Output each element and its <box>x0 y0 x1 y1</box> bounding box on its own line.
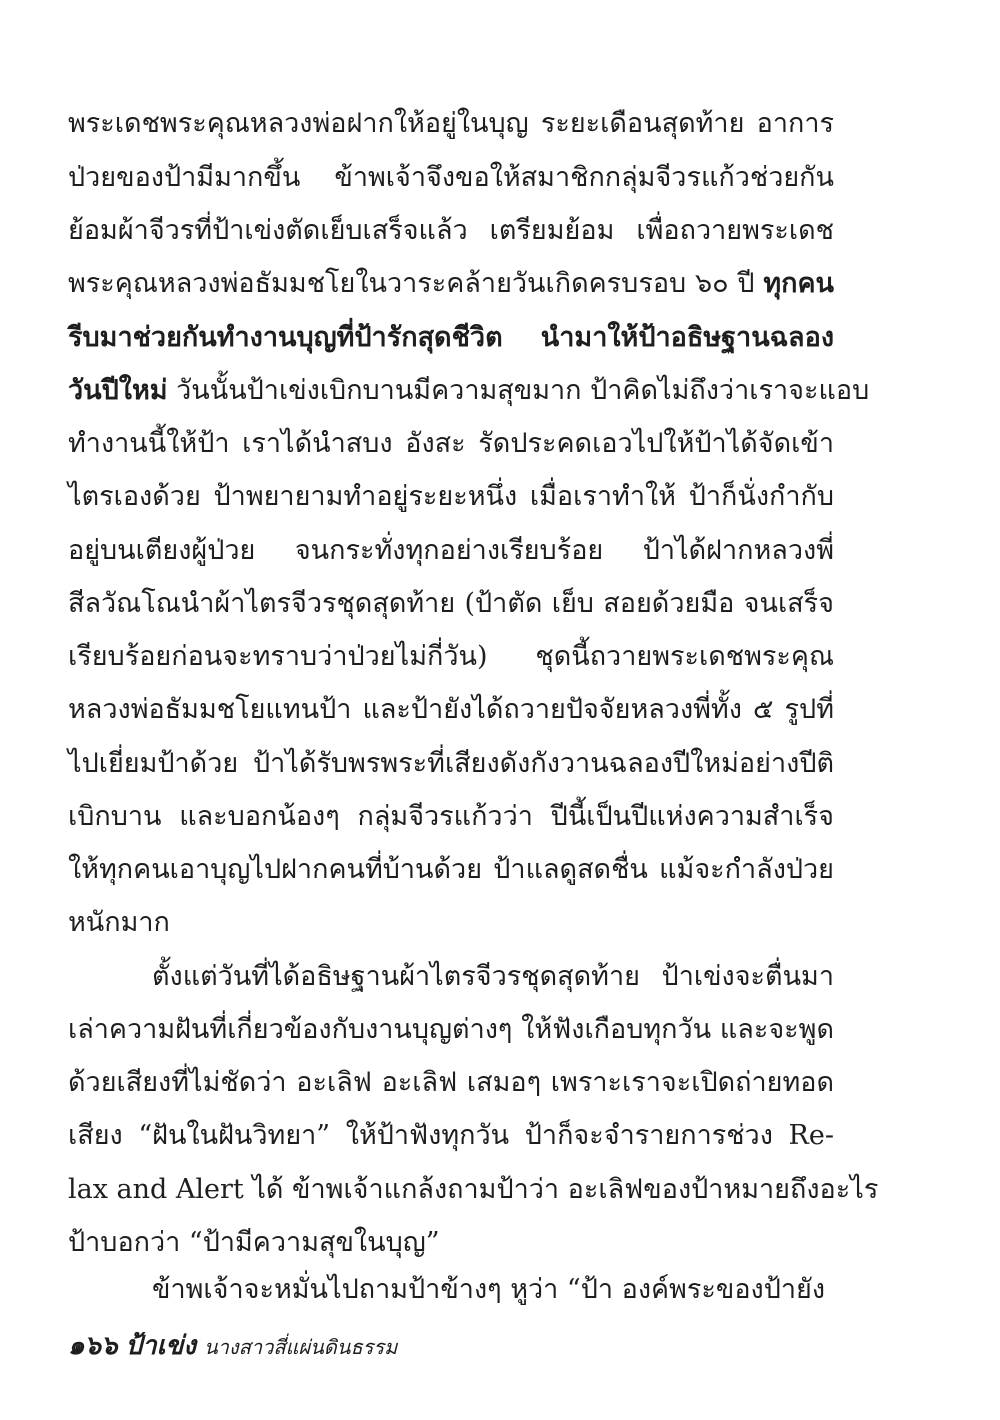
text-line-4-bold: ทุกคน <box>763 268 834 299</box>
text-line-1: พระเดชพระคุณหลวงพ่อฝากให้อยู่ในบุญ ระยะเดือนสุดท้าย อาการ <box>68 108 834 139</box>
text-line-6-bold: วันปีใหม่ <box>68 375 168 406</box>
text-line-7: ทำงานนี้ให้ป้า เราได้นำสบง อังสะ รัดประคดเอวไปให้ป้าได้จัดเข้า <box>68 428 834 459</box>
text-line-8: ไตรเองด้วย ป้าพยายามทำอยู่ระยะหนึ่ง เมื่อเราทำให้ ป้าก็นั่งกำกับ <box>68 481 834 512</box>
text-line-21: lax and Alert ได้ ข้าพเจ้าแกล้งถามป้าว่า อะเลิฟของป้าหมายถึงอะไร <box>68 1174 879 1205</box>
text-line-13: ไปเยี่ยมป้าด้วย ป้าได้รับพรพระที่เสียงดังกังวานฉลองปีใหม่อย่างปีติ <box>68 748 834 779</box>
text-line-23: ข้าพเจ้าจะหมั่นไปถามป้าข้างๆ หูว่า “ป้า องค์พระของป้ายัง <box>152 1274 826 1305</box>
text-line-9: อยู่บนเตียงผู้ป่วย จนกระทั่งทุกอย่างเรียบร้อย ป้าได้ฝากหลวงพี่ <box>68 535 834 566</box>
text-line-19: ด้วยเสียงที่ไม่ชัดว่า อะเลิฟ อะเลิฟ เสมอๆ เพราะเราจะเปิดถ่ายทอด <box>68 1067 834 1098</box>
text-line-4 <box>68 266 834 302</box>
text-line-10: สีลวัณโณนำผ้าไตรจีวรชุดสุดท้าย (ป้าตัด เย็บ สอยด้วยมือ จนเสร็จ <box>68 588 834 619</box>
text-line-12: หลวงพ่อธัมมชโยแทนป้า และป้ายังได้ถวายปัจจัยหลวงพี่ทั้ง ๕ รูปที่ <box>68 694 834 725</box>
book-title: ป้าเข่ง <box>125 1331 196 1361</box>
text-line-16: หนักมาก <box>68 907 170 938</box>
text-line-17: ตั้งแต่วันที่ได้อธิษฐานผ้าไตรจีวรชุดสุดท้าย ป้าเข่งจะตื่นมา <box>152 961 834 992</box>
text-line-5 <box>68 320 834 356</box>
text-line-4-regular: พระคุณหลวงพ่อธัมมชโยในวาระคล้ายวันเกิดครบรอบ ๖๐ ปี <box>68 268 764 299</box>
book-subtitle: นางสาวสี่แผ่นดินธรรม <box>203 1335 398 1359</box>
text-line-20: เสียง “ฝันในฝันวิทยา” ให้ป้าฟังทุกวัน ป้าก็จะจำรายการช่วง Re- <box>68 1120 834 1151</box>
page-number: ๑๖๖ <box>68 1331 118 1361</box>
text-line-15: ให้ทุกคนเอาบุญไปฝากคนที่บ้านด้วย ป้าแลดูสดชื่น แม้จะกำลังป่วย <box>68 854 834 885</box>
text-line-14: เบิกบาน และบอกน้องๆ กลุ่มจีวรแก้วว่า ปีนี้เป็นปีแห่งความสำเร็จ <box>68 801 834 832</box>
text-line-22: ป้าบอกว่า “ป้ามีความสุขในบุญ” <box>68 1227 440 1258</box>
page-footer <box>68 1325 397 1366</box>
text-line-11: เรียบร้อยก่อนจะทราบว่าป่วยไม่กี่วัน) ชุดนี้ถวายพระเดชพระคุณ <box>68 641 834 672</box>
text-line-6 <box>68 373 870 409</box>
text-line-6-regular: วันนั้นป้าเข่งเบิกบานมีความสุขมาก ป้าคิดไม่ถึงว่าเราจะแอบ <box>167 375 870 406</box>
text-line-3: ย้อมผ้าจีวรที่ป้าเข่งตัดเย็บเสร็จแล้ว เตรียมย้อม เพื่อถวายพระเดช <box>68 215 834 246</box>
text-line-2: ป่วยของป้ามีมากขึ้น ข้าพเจ้าจึงขอให้สมาชิกกลุ่มจีวรแก้วช่วยกัน <box>68 162 834 193</box>
text-line-18: เล่าความฝันที่เกี่ยวข้องกับงานบุญต่างๆ ให้ฟังเกือบทุกวัน และจะพูด <box>68 1014 834 1045</box>
text-line-5-bold: รีบมาช่วยกันทำงานบุญที่ป้ารักสุดชีวิต นำมาให้ป้าอธิษฐานฉลอง <box>68 322 834 353</box>
